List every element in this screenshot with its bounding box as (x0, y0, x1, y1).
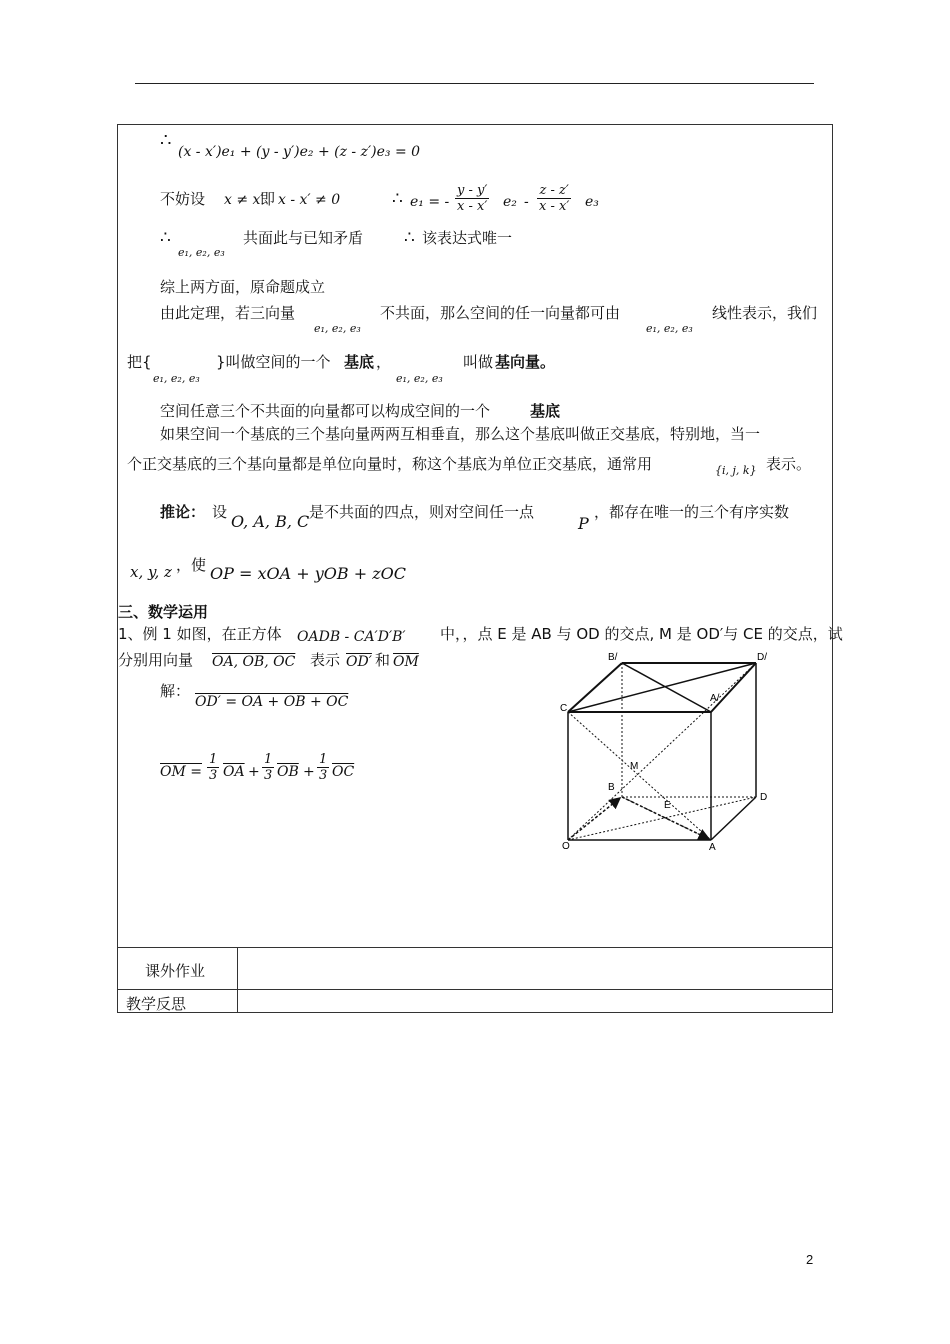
vectors-e123-b: e₁, e₂, e₃ (314, 322, 361, 335)
vector-ob-arrow (568, 798, 620, 840)
label-b: B (608, 782, 615, 793)
fraction-1-num: y - y′ (457, 183, 488, 198)
fraction-third-3 (317, 752, 329, 783)
example-text-c: 分别用向量 (118, 651, 194, 669)
label-a: A (709, 842, 716, 853)
vectors-e123-e: e₁, e₂, e₃ (396, 372, 443, 385)
therefore-symbol-4: ∴ (404, 228, 415, 248)
fraction-third-2-num: 1 (264, 752, 273, 767)
solution-equation-1: OD′ = OA + OB + OC (195, 694, 349, 710)
text-orthogonal-1: 如果空间一个基底的三个基向量两两互相垂直，那么这个基底叫做正交基底，特别地，当一 (160, 425, 761, 443)
label-m: M (630, 761, 639, 772)
text-any-basis: 空间任意三个不共面的向量都可以构成空间的一个 (160, 402, 491, 420)
label-a1: A/ (710, 693, 720, 704)
text-theorem-a: 由此定理，若三向量 (160, 304, 296, 322)
label-d1: D/ (757, 652, 767, 663)
text-conclusion: 综上两方面，原命题成立 (160, 278, 326, 296)
corollary-label: 推论： (160, 503, 206, 521)
label-e: E (664, 800, 671, 811)
text-coplanar: 共面此与已知矛盾 (243, 229, 364, 247)
equation-op: OP = xOA + yOB + zOC (210, 564, 407, 583)
line-c-e (568, 712, 711, 840)
expr-x-neq: x ≠ x′ (224, 192, 264, 208)
point-p: P (578, 514, 589, 533)
label-d: D (760, 792, 768, 803)
example-text-e: 和 (375, 651, 391, 669)
vectors-ijk: {i, j, k} (715, 464, 757, 477)
edge-d1-a1 (711, 663, 756, 712)
homework-label: 课外作业 (145, 962, 206, 980)
vec-e2: e₂ (503, 194, 517, 210)
example-text-d: 表示 (310, 651, 341, 669)
fraction-1-den: x - x′ (457, 199, 488, 214)
text-orthogonal-2: 个正交基底的三个基向量都是单位向量时，称这个基底为单位正交基底，通常用 (127, 455, 653, 473)
page-number: 2 (806, 1252, 814, 1267)
vec-e3: e₃ (585, 194, 599, 210)
example-text-a: 1、例 1 如图，在正方体 (118, 625, 282, 643)
therefore-symbol: ∴ (160, 130, 172, 151)
fraction-2-den: x - x′ (539, 199, 570, 214)
text-ji: 即 (260, 190, 276, 208)
solution-ob: $\overline{OB}$ (277, 764, 299, 780)
text-unique: 该表达式唯一 (422, 229, 513, 247)
text-corollary-a: 设 (212, 503, 228, 521)
solution-label: 解： (160, 682, 191, 700)
text-basis-vector-bold: 基向量。 (495, 353, 556, 371)
fraction-third-2-den: 3 (264, 768, 273, 783)
vectors-e123-c: e₁, e₂, e₃ (646, 322, 693, 335)
text-denote: 表示。 (766, 455, 812, 473)
text-any-basis-bold: 基底 (530, 402, 561, 420)
therefore-symbol-2: ∴ (392, 189, 403, 209)
expr-diff-neq: x - x′ ≠ 0 (278, 192, 341, 208)
vectors-e123: e₁, e₂, e₃ (178, 246, 225, 259)
diag-b1-a1 (622, 663, 711, 712)
solution-oc: $\overline{OC}$ (332, 764, 355, 780)
fraction-third-1-den: 3 (209, 768, 218, 783)
table-row-divider-2 (118, 989, 832, 990)
diag-o-d (568, 797, 756, 840)
fraction-third-3-den: 3 (319, 768, 328, 783)
fraction-third-1 (207, 752, 219, 783)
edge-d-a (711, 797, 756, 840)
text-basis-comma: ， (376, 353, 392, 371)
fraction-1 (455, 183, 489, 214)
text-corollary-c: ，都存在唯一的三个有序实数 (594, 503, 790, 521)
points-oabc: O, A, B, C (231, 512, 310, 531)
fraction-2 (537, 183, 571, 214)
minus-sign: - (524, 194, 529, 210)
reflection-label: 教学反思 (126, 995, 187, 1013)
vectors-e123-d: e₁, e₂, e₃ (153, 372, 200, 385)
text-basis-a: 把{ (127, 353, 152, 371)
text-corollary-b: 是不共面的四点，则对空间任一点 (309, 503, 535, 521)
plus-2: + (303, 764, 315, 780)
vector-od-prime: OD′ (346, 654, 372, 670)
diag-o-d1 (568, 663, 756, 840)
text-basis-d: 叫做 (463, 353, 494, 371)
cube-figure (552, 645, 782, 855)
section-heading: 三、数学运用 (118, 603, 209, 621)
table-col-divider (237, 947, 238, 1013)
label-c: C (560, 703, 568, 714)
vector-om: $\overline{OM}$ (393, 654, 419, 670)
vars-xyz: x, y, z (130, 563, 172, 581)
solution-om-lhs: OM = (160, 764, 202, 780)
text-such-that: ，使 (176, 556, 207, 574)
text-theorem-c: 线性表示，我们 (712, 304, 818, 322)
vectors-oa-ob-oc: OA, OB, OC (212, 654, 296, 670)
label-o: O (562, 841, 570, 852)
plus-1: + (248, 764, 260, 780)
text-basis-bold: 基底 (344, 353, 375, 371)
fraction-third-2 (262, 752, 274, 783)
text-theorem-b: 不共面，那么空间的任一向量都可由 (380, 304, 621, 322)
text-assume: 不妨设 (160, 190, 206, 208)
expr-e1: e₁ = - (410, 194, 450, 210)
label-b1: B/ (608, 652, 618, 663)
cube-name: OADB - CA′D′B′ (297, 629, 406, 645)
therefore-symbol-3: ∴ (160, 228, 171, 248)
text-basis-b: }叫做空间的一个 (216, 353, 331, 371)
fraction-third-3-num: 1 (319, 752, 328, 767)
equation-1: (x - x′)e₁ + (y - y′)e₂ + (z - z′)e₃ = 0 (178, 144, 421, 160)
solution-oa: $\overline{OA}$ (223, 764, 245, 780)
example-text-b: 中，，点 E 是 AB 与 OD 的交点, M 是 OD′与 CE 的交点，试 (440, 625, 843, 643)
fraction-2-num: z - z′ (537, 183, 571, 199)
table-row-divider-1 (118, 947, 832, 948)
header-rule (135, 83, 814, 84)
fraction-third-1-num: 1 (209, 752, 218, 767)
